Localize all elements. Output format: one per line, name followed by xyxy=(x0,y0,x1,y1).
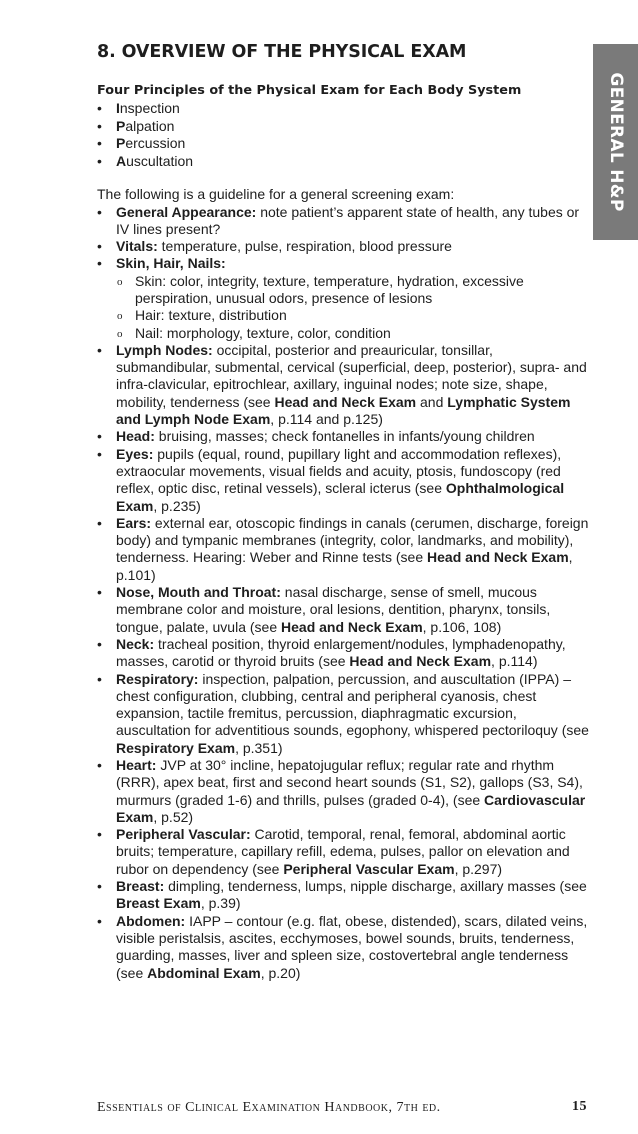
footer-book-title: Essentials of Clinical Examination Handbook, 7th ed. xyxy=(97,1100,441,1115)
item-label: Breast: xyxy=(116,878,165,895)
item-text: nasal discharge, sense of smell, mucous membrane color and moisture, oral lesions, dentition, pharynx, tonsils, tongue, palate, uvula (see xyxy=(116,584,551,635)
intro-text: The following is a guideline for a general screening exam: xyxy=(97,186,455,202)
item-reference: Cardiovascular Exam xyxy=(116,791,586,825)
item-text: , p.39) xyxy=(200,895,241,912)
exam-item-ears xyxy=(97,515,591,584)
item-reference: Head and Neck Exam xyxy=(427,549,569,566)
item-text: , p.20) xyxy=(260,964,301,981)
item-reference: Peripheral Vascular Exam xyxy=(283,860,455,877)
item-text: , p.235) xyxy=(153,497,201,514)
item-text: inspection, palpation, percussion, and auscultation (IPPA) – chest configuration, clubbing, central and peripheral cyanosis, chest expansion, tactile fremitus, percussion, diaphragmatic excursion, auscultation for adventitious sounds, egophony, whispered pectoriloquy (see xyxy=(116,670,589,739)
principle-rest: nspection xyxy=(119,100,180,116)
section-tab xyxy=(593,44,638,240)
principle-item xyxy=(97,153,591,171)
item-reference: Head and Neck Exam xyxy=(281,618,423,635)
item-text: dimpling, tenderness, lumps, nipple discharge, axillary masses (see xyxy=(164,878,587,895)
item-label: Lymph Nodes: xyxy=(116,341,213,358)
exam-item-head xyxy=(97,428,591,445)
principle-initial: P xyxy=(116,135,126,151)
item-reference: Ophthalmological Exam xyxy=(116,480,565,514)
item-reference: Respiratory Exam xyxy=(116,739,236,756)
item-text: , p.297) xyxy=(454,860,503,877)
skin-subitem: o Nail: morphology, texture, color, condition xyxy=(116,325,591,342)
exam-item-vitals xyxy=(97,238,591,255)
item-text: occipital, posterior and preauricular, tonsillar, submandibular, submental, cervical (superficial, deep, posterior), supra- and infra-clavicular, epitrochlear, axillary, inguinal nodes; note size, shape, mobility, tenderness (see xyxy=(116,341,587,410)
page-footer xyxy=(97,1099,587,1116)
item-text: , p.351) xyxy=(235,739,283,756)
page-title: 8. OVERVIEW OF THE PHYSICAL EXAM xyxy=(97,42,467,62)
item-reference: Lymphatic System and Lymph Node Exam xyxy=(116,393,571,428)
item-text: , p.114 and p.125) xyxy=(270,411,383,428)
principle-rest: alpation xyxy=(125,117,175,134)
item-label: Heart: xyxy=(116,757,157,773)
exam-item-breast xyxy=(97,878,591,913)
item-text: , p.101) xyxy=(116,549,573,583)
item-reference: Head and Neck Exam xyxy=(349,653,492,670)
principle-initial: P xyxy=(116,117,126,134)
exam-list xyxy=(97,204,591,982)
item-label: Skin, Hair, Nails: xyxy=(116,255,226,272)
principle-rest: ercussion xyxy=(125,135,186,151)
item-text: note patient’s apparent state of health, any tubes or IV lines present? xyxy=(116,203,580,237)
item-text: temperature, pulse, respiration, blood pressure xyxy=(157,238,452,255)
item-label: General Appearance: xyxy=(116,203,257,220)
principle-item xyxy=(97,100,591,118)
page-content xyxy=(97,82,591,982)
principle-item xyxy=(97,135,591,153)
exam-item-eyes xyxy=(97,446,591,515)
item-label: Abdomen: xyxy=(116,912,186,929)
page-number: 15 xyxy=(572,1099,587,1114)
item-text: external ear, otoscopic findings in canals (cerumen, discharge, foreign body) and tympanic membranes (integrity, color, landmarks, and mobility), tenderness. Hearing: Weber and Rinne tests (see xyxy=(116,514,589,566)
item-text: tracheal position, thyroid enlargement/nodules, lymphadenopathy, masses, carotid or thyroid bruits (see xyxy=(116,635,566,670)
exam-item-skin-hair-nails xyxy=(97,255,591,341)
exam-item-neck xyxy=(97,636,591,671)
item-text: , p.106, 108) xyxy=(422,618,502,635)
section-tab-label: GENERAL H&P xyxy=(605,72,626,212)
skin-subitem: o Skin: color, integrity, texture, temperature, hydration, excessive perspiration, unusual odors, presence of lesions xyxy=(116,273,591,308)
item-reference: Breast Exam xyxy=(116,895,201,912)
item-label: Respiratory: xyxy=(116,670,199,687)
item-text: bruising, masses; check fontanelles in infants/young children xyxy=(154,428,535,445)
principle-initial: I xyxy=(116,100,120,116)
item-label: Head: xyxy=(116,428,155,445)
exam-item-respiratory xyxy=(97,671,591,757)
exam-item-nose-mouth-throat xyxy=(97,584,591,636)
skin-subitem: o Hair: texture, distribution xyxy=(116,307,591,324)
item-label: Ears: xyxy=(116,514,152,531)
exam-item-lymph-nodes xyxy=(97,342,591,428)
exam-item-general-appearance xyxy=(97,204,591,239)
item-text: IAPP – contour (e.g. flat, obese, distended), scars, dilated veins, visible peristalsis, ascites, ecchymoses, bowel sounds, bruits, tenderness, guarding, masses, liver and spleen size, costovertebral angle tenderness (see xyxy=(116,912,588,981)
item-reference: Head and Neck Exam xyxy=(274,393,417,410)
item-text: pupils (equal, round, pupillary light and accommodation reflexes), extraocular movements, visual fields and acuity, ptosis, fundoscopy (red reflex, optic disc, retinal vessels), scleral icterus (see xyxy=(116,445,562,497)
skin-sublist xyxy=(116,273,591,342)
item-text: Carotid, temporal, renal, femoral, abdominal aortic bruits; temperature, capillary refill, edema, pulses, pallor on elevation and rubor on dependency (see xyxy=(116,826,570,877)
principles-heading: Four Principles of the Physical Exam for Each Body System xyxy=(97,83,522,98)
item-label: Peripheral Vascular: xyxy=(116,826,251,843)
exam-item-heart xyxy=(97,757,591,826)
principle-item xyxy=(97,118,591,136)
item-label: Vitals: xyxy=(116,238,158,255)
principle-initial: A xyxy=(116,152,127,169)
item-label: Eyes: xyxy=(116,445,154,462)
item-text: , p.52) xyxy=(153,808,194,825)
principle-rest: uscultation xyxy=(126,152,194,169)
item-text: JVP at 30° incline, hepatojugular reflux; regular rate and rhythm (RRR), apex beat, first and second heart sounds (S1, S2), gallops (S3, S4), murmurs (graded 1-6) and thrills, pulses (graded 0-4), (see xyxy=(116,757,583,808)
exam-item-peripheral-vascular xyxy=(97,826,591,878)
item-text: and xyxy=(416,393,448,410)
exam-item-abdomen xyxy=(97,913,591,982)
item-label: Neck: xyxy=(116,635,155,652)
principles-list xyxy=(97,100,591,170)
item-label: Nose, Mouth and Throat: xyxy=(116,584,281,601)
item-reference: Abdominal Exam xyxy=(147,964,261,981)
item-text: , p.114) xyxy=(491,653,538,670)
